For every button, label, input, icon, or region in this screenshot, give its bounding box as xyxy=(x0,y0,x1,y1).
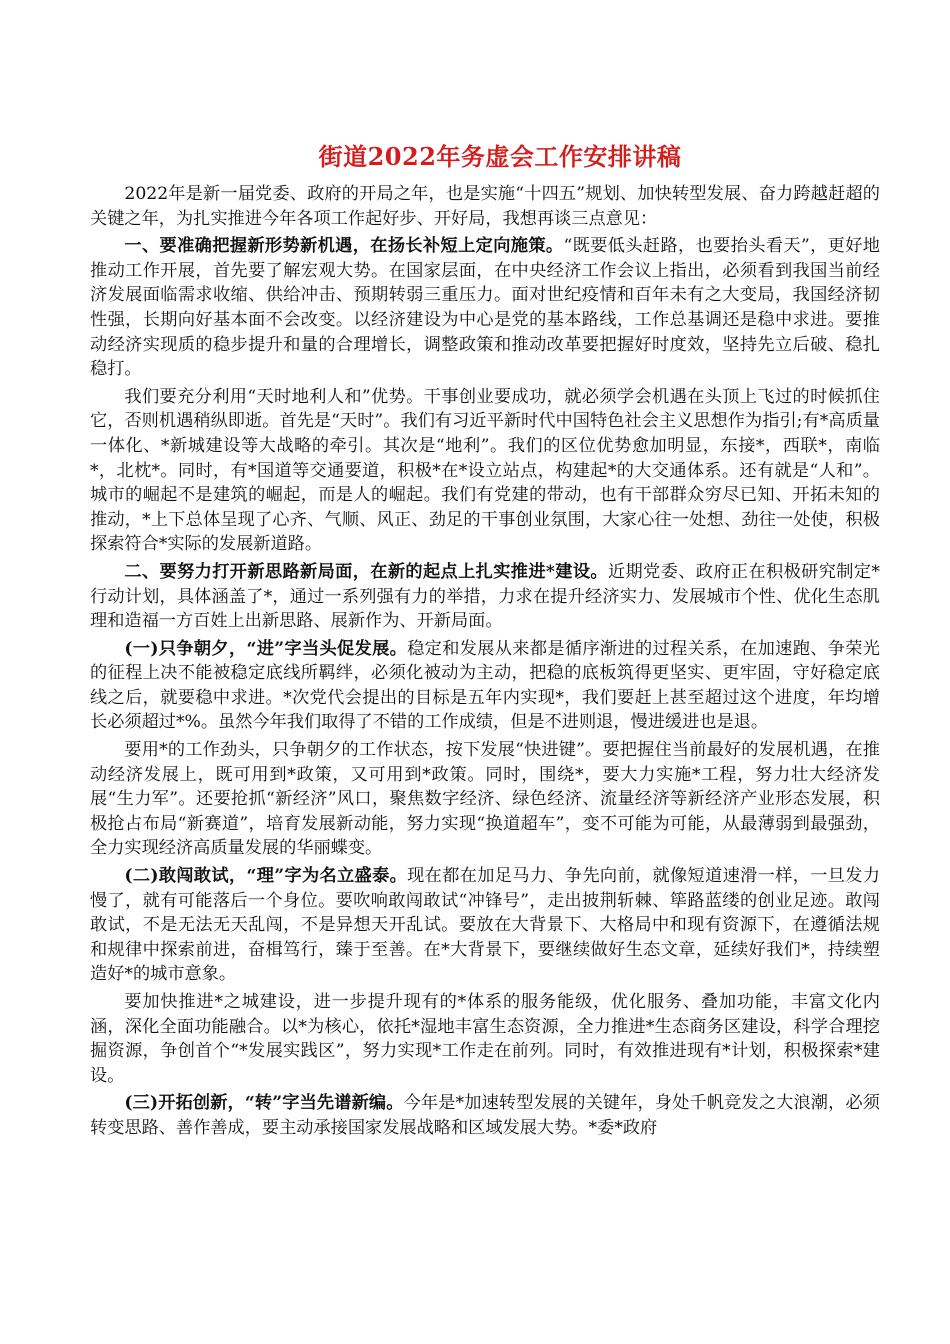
document-body xyxy=(90,182,880,1144)
paragraph-text: 我们要充分利用“天时地利人和”优势。干事创业要成功，就必须学会机遇在头顶上飞过的时候抓住它，否则机遇稍纵即逝。首先是“天时”。我们有习近平新时代中国特色社会主义思想作为指引;有*高质量一体化、*新城建设等大战略的牵引。其次是“地利”。我们的区位优势愈加明显，东接*，西联*，南临*，北枕*。同时，有*国道等交通要道，积极*在*设立站点，构建起*的大交通体系。还有就是“人和”。城市的崛起不是建筑的崛起，而是人的崛起。我们有党建的带动，也有干部群众穷尽已知、开拓未知的推动，*上下总体呈现了心齐、气顺、风正、劲足的干事创业氛围，大家心往一处想、劲往一处使，积极探索符合*实际的发展新道路。 xyxy=(90,386,880,555)
paragraph-text: 要加快推进*之城建设，进一步提升现有的*体系的服务能级，优化服务、叠加功能，丰富文化内涵，深化全面功能融合。以*为核心，依托*湿地丰富生态资源，全力推进*生态商务区建设，科学合理挖掘资源，争创首个“*发展实践区”，努力实现*工作走在前列。同时，有效推进现有*计划，积极探索*建设。 xyxy=(90,992,880,1086)
paragraph-heading: (一)只争朝夕，“进”字当头促发展。 xyxy=(124,638,408,659)
paragraph-heading: (三)开拓创新，“转”字当先谱新编。 xyxy=(124,1093,404,1114)
paragraph-timing xyxy=(90,385,880,557)
document-title: 街道2022年务虚会工作安排讲稿 xyxy=(318,142,682,171)
paragraph-subsection-1 xyxy=(90,637,880,735)
paragraph-intro xyxy=(90,182,880,231)
paragraph-fast-forward xyxy=(90,738,880,861)
paragraph-text: 要用*的工作劲头，只争朝夕的工作状态，按下发展“快进键”。要把握住当前最好的发展机遇，在推动经济发展上，既可用到*政策，又可用到*政策。同时，围绕*，要大力实施*工程，努力壮大经济发展“生力军”。还要抢抓“新经济”风口，聚焦数字经济、绿色经济、流量经济等新经济产业形态发展，积极抢占布局“新赛道”，培育发展新动能，努力实现“换道超车”，变不可能为可能，从最薄弱到最强劲，全力实现经济高质量发展的华丽蝶变。 xyxy=(90,740,880,859)
paragraph-text: 稳定和发展从来都是循序渐进的过程关系，在加速跑、争荣光的征程上决不能被稳定底线所羁绊，必须化被动为主动，把稳的底板筑得更坚实、更牢固，守好稳定底线之后，就要稳中求进。*次党代会提出的目标是五年内实现*，我们要赶上甚至超过这个进度，年均增长必须超过*%。虽然今年我们取得了不错的工作成绩，但是不进则退，慢进缓进也是退。 xyxy=(90,638,880,733)
paragraph-text: 2022年是新一届党委、政府的开局之年，也是实施“十四五”规划、加快转型发展、奋力跨越赶超的关键之年，为扎实推进今年各项工作起好步、开好局，我想再谈三点意见： xyxy=(90,184,880,229)
paragraph-text: “既要低头赶路，也要抬头看天”，更好地推动工作开展，首先要了解宏观大势。在国家层面，在中央经济工作会议上指出，必须看到我国当前经济发展面临需求收缩、供给冲击、预期转弱三重压力。面对世纪疫情和百年未有之大变局，我国经济韧性强，长期向好基本面不会改变。以经济建设为中心是党的基本路线，工作总基调还是稳中求进。要推动经济实现质的稳步提升和量的合理增长，调整政策和推动改革要把握好时度效，坚持先立后破、稳扎稳打。 xyxy=(90,236,880,380)
paragraph-subsection-2 xyxy=(90,864,880,987)
paragraph-heading: 一、要准确把握新形势新机遇，在扬长补短上定向施策。 xyxy=(124,236,564,257)
paragraph-section-1 xyxy=(90,234,880,382)
paragraph-text: 今年是*加速转型发展的关键年，身处千帆竞发之大浪潮，必须转变思路、善作善成，要主动承接国家发展战略和区域发展大势。*委*政府 xyxy=(90,1093,880,1138)
paragraph-text: 近期党委、政府正在积极研究制定*行动计划，具体涵盖了*，通过一系列强有力的举措，力求在提升经济实力、发展城市个性、优化生态肌理和造福一方百姓上出新思路、展新作为、开新局面。 xyxy=(90,561,880,632)
paragraph-city-building xyxy=(90,990,880,1088)
paragraph-subsection-3 xyxy=(90,1091,880,1140)
paragraph-heading: (二)敢闯敢试，“理”字为名立盛泰。 xyxy=(124,866,408,887)
paragraph-section-2 xyxy=(90,560,880,634)
paragraph-text: 现在都在加足马力、争先向前，就像短道速滑一样，一旦发力慢了，就有可能落后一个身位。要吹响敢闯敢试“冲锋号”，走出披荆斩棘、筚路蓝缕的创业足迹。敢闯敢试，不是无法无天乱闯，不是异想天开乱试。要放在大背景下、大格局中和现有资源下，在遵循法规和规律中探索前进，奋楫笃行，臻于至善。在*大背景下，要继续做好生态文章，延续好我们*，持续塑造好*的城市意象。 xyxy=(90,866,880,985)
paragraph-heading: 二、要努力打开新思路新局面，在新的起点上扎实推进*建设。 xyxy=(124,561,608,582)
